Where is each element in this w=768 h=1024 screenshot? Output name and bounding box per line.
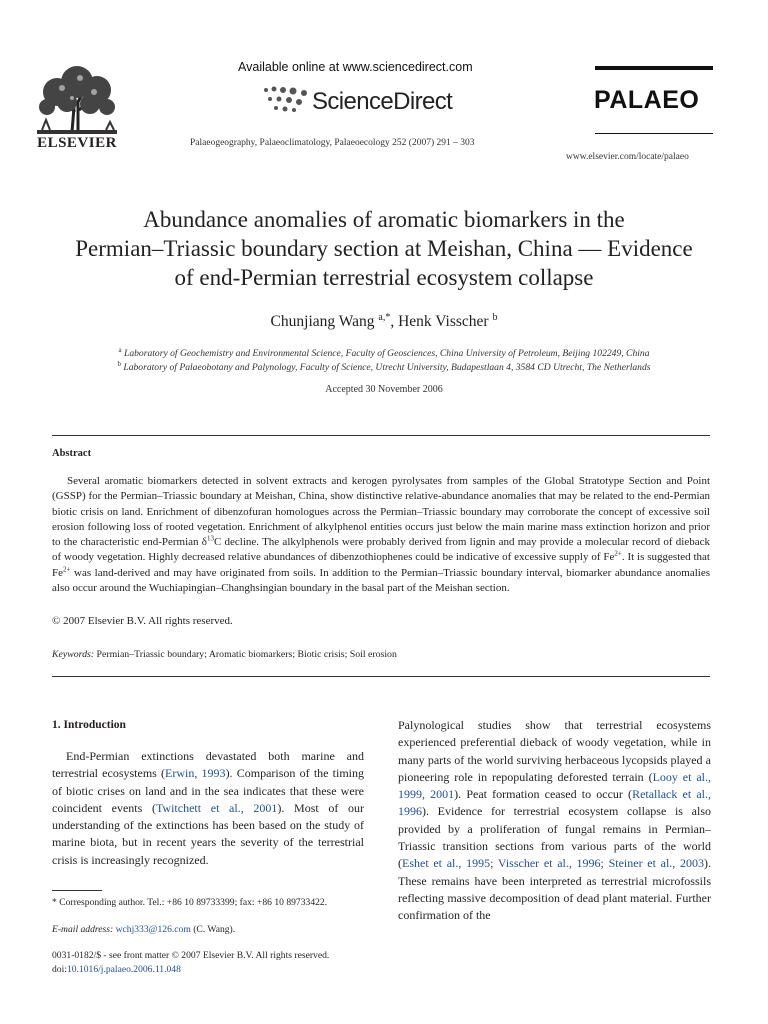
keywords-text: Permian–Triassic boundary; Aromatic biomarkers; Biotic crisis; Soil erosion <box>94 649 397 660</box>
affiliation-b <box>30 360 738 373</box>
footnote-corresponding: * Corresponding author. Tel.: +86 10 89733399; fax: +86 10 89733422. <box>52 897 328 908</box>
affiliation-mark: a <box>118 346 122 354</box>
author-separator: , <box>390 313 399 331</box>
title-line: Abundance anomalies of aromatic biomarkers in the <box>143 207 625 232</box>
author-list <box>30 312 738 331</box>
affiliation-mark: b <box>117 360 121 368</box>
footnote-rule <box>52 890 102 891</box>
palaeo-top-rule <box>595 66 713 70</box>
author-name[interactable]: Chunjiang Wang <box>270 313 375 331</box>
section-heading: 1. Introduction <box>52 719 126 731</box>
citation-link[interactable]: Twitchett et al., 2001 <box>155 800 278 815</box>
footnote-email <box>52 923 364 936</box>
email-suffix: (C. Wang). <box>190 924 236 935</box>
affiliation-text: Laboratory of Palaeobotany and Palynology, Faculty of Science, Utrecht University, Budapestlaan 4, 3584 CD Utrecht, The Netherlands <box>123 362 651 374</box>
body-text: ). Comparison of the timing of biotic crises on land and in the sea indicates that these were coincident events ( <box>52 766 365 815</box>
body-text: ). Most of our understanding of the extinctions has been based on the study of marine biota, but in recent years the severity of the terrestrial crisis is increasingly recognized. <box>52 800 364 867</box>
body-text: End-Permian extinctions devastated both marine and terrestrial ecosystems ( <box>52 749 364 781</box>
article-title <box>30 205 738 292</box>
title-line: Permian–Triassic boundary section at Meishan, China — Evidence <box>75 236 693 261</box>
email-label: E-mail address: <box>52 924 114 935</box>
abstract-fragment: C decline. The alkylphenols were probably derived from lignin and may provide a molecular record of dieback of woody vegetation. Highly decreased relative abundances of dibenzothiophenes could be indicative of excessive supply of Fe <box>52 536 710 564</box>
author-name[interactable]: Henk Visscher <box>398 313 489 331</box>
abstract-superscript: 2+ <box>63 565 71 574</box>
abstract-text <box>52 474 710 596</box>
sciencedirect-dots-icon <box>262 84 318 114</box>
journal-short-title: PALAEO <box>594 86 700 114</box>
divider <box>52 676 710 677</box>
doi-line <box>52 963 181 976</box>
abstract-heading: Abstract <box>52 448 92 459</box>
citation-link[interactable]: Erwin, 1993 <box>165 766 226 781</box>
affiliation-a <box>30 346 738 359</box>
title-line: of end-Permian terrestrial ecosystem collapse <box>174 265 594 290</box>
body-text: Palynological studies show that terrestrial ecosystems experienced preferential dieback of woody vegetation, while in many parts of the world surviving herbaceous lycopsids played a pioneering role in repopulating deforested terrain ( <box>398 718 711 784</box>
intro-right-column <box>398 717 711 925</box>
abstract-superscript: 2+ <box>614 549 622 558</box>
journal-url[interactable]: www.elsevier.com/locate/palaeo <box>566 152 689 162</box>
abstract-superscript: 13 <box>206 534 214 543</box>
divider <box>52 435 710 436</box>
body-text: ). These remains have been interpreted as terrestrial microfossils reflecting massive decomposition of dead plant material. Further confirmation of the <box>398 856 711 923</box>
publisher-name: ELSEVIER <box>37 135 117 151</box>
doi-link[interactable]: 10.1016/j.palaeo.2006.11.048 <box>66 964 181 975</box>
body-text: ). Evidence for terrestrial ecosystem collapse is also provided by a proliferation of fungal remains in Permian–Triassic transition sections from various parts of the world ( <box>398 804 711 871</box>
issn-line: 0031-0182/$ - see front matter © 2007 Elsevier B.V. All rights reserved. <box>52 950 330 961</box>
author-affiliation-mark: a,* <box>378 312 391 323</box>
author-affiliation-mark: b <box>492 312 498 323</box>
citation-link[interactable]: Looy et al., 1999, 2001 <box>398 769 711 802</box>
available-online-text[interactable]: Available online at www.sciencedirect.com <box>238 60 473 74</box>
palaeo-bottom-rule <box>595 133 713 134</box>
citation-link[interactable]: Retallack et al., 1996 <box>398 787 712 819</box>
affiliation-text: Laboratory of Geochemistry and Environmental Science, Faculty of Geosciences, China University of Petroleum, Beijing 102249, China <box>124 348 650 360</box>
abstract-fragment: was land-derived and may have originated from soils. In addition to the Permian–Triassic boundary interval, biomarker abundance anomalies also occur around the Wuchiapingian–Changhsingian boundary in the basal part of the Meishan section. <box>52 566 710 595</box>
keywords <box>52 649 397 660</box>
email-link[interactable]: wchj333@126.com <box>115 924 191 935</box>
journal-citation: Palaeogeography, Palaeoclimatology, Palaeoecology 252 (2007) 291 – 303 <box>190 138 475 148</box>
sciencedirect-wordmark[interactable]: ScienceDirect <box>312 88 453 115</box>
abstract-fragment: . It is suggested that Fe <box>52 551 710 579</box>
accepted-date: Accepted 30 November 2006 <box>325 384 443 395</box>
doi-prefix: doi: <box>52 964 67 975</box>
body-text: ). Peat formation ceased to occur ( <box>454 787 633 802</box>
citation-link[interactable]: Eshet et al., 1995; Visscher et al., 1996; Steiner et al., 2003 <box>402 856 704 871</box>
keywords-label: Keywords: <box>52 649 95 660</box>
abstract-copyright: © 2007 Elsevier B.V. All rights reserved. <box>52 615 233 627</box>
intro-left-column <box>52 748 364 869</box>
abstract-fragment: Several aromatic biomarkers detected in solvent extracts and kerogen pyrolysates from samples of the Global Stratotype Section and Point (GSSP) for the Permian–Triassic boundary at Meishan, China, show distinctive relative-abundance anomalies that may be related to the end-Permian biotic crisis on land. Enrichment of dibenzofuran homologues across the Permian–Triassic boundary may corroborate the concept of excessive soil erosion following loss of rooted vegetation. Enrichment of alkylphenol entities occurs just below the main marine mass extinction horizon and prior to the characteristic end-Permian δ <box>52 475 710 549</box>
